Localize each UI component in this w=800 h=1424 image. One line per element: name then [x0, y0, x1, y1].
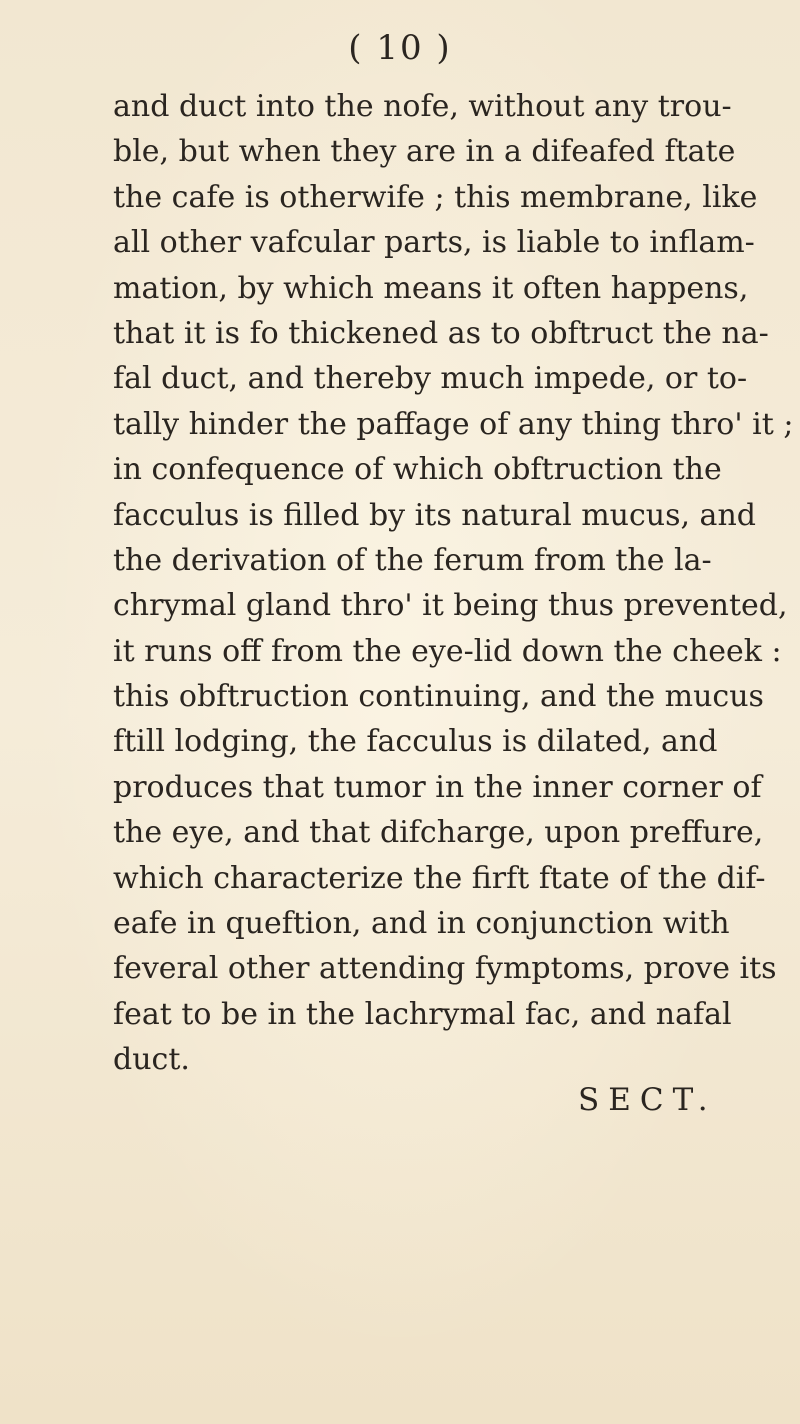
text-line: mation, by which means it often happens,	[113, 270, 749, 306]
text-line: facculus is filled by its natural mucus, and	[113, 497, 756, 533]
text-line: ble, but when they are in a difeafed ftate	[113, 134, 736, 170]
body-text	[113, 84, 794, 1083]
text-line: it runs off from the eye-lid down the cheek :	[113, 633, 782, 669]
text-line: all other vafcular parts, is liable to inflam-	[113, 225, 755, 261]
text-line: ftill lodging, the facculus is dilated, and	[113, 724, 718, 760]
catchword: SECT.	[578, 1082, 717, 1118]
text-line: and duct into the nofe, without any trou-	[113, 89, 732, 124]
page-number: ( 10 )	[348, 28, 452, 68]
text-line: the cafe is otherwife ; this membrane, like	[113, 179, 758, 215]
text-line: this obftruction continuing, and the mucus	[113, 679, 764, 715]
text-line: the derivation of the ferum from the la-	[113, 542, 712, 578]
text-line: fal duct, and thereby much impede, or to-	[113, 361, 748, 397]
text-line: duct.	[113, 1042, 190, 1078]
text-line: that it is fo thickened as to obftruct the na-	[113, 315, 769, 351]
text-line: which characterize the firft ftate of the dif-	[113, 860, 766, 896]
text-line: feveral other attending fymptoms, prove its	[113, 951, 777, 987]
text-line: the eye, and that difcharge, upon preffure,	[113, 815, 764, 851]
text-line: produces that tumor in the inner corner of	[113, 769, 762, 805]
text-line: feat to be in the lachrymal fac, and nafal	[113, 996, 732, 1032]
text-line: in confequence of which obftruction the	[113, 452, 722, 488]
text-line: eafe in queftion, and in conjunction with	[113, 906, 730, 942]
text-line: chrymal gland thro' it being thus prevented,	[113, 588, 788, 624]
text-line: tally hinder the paffage of any thing thro' it ;	[113, 406, 794, 442]
